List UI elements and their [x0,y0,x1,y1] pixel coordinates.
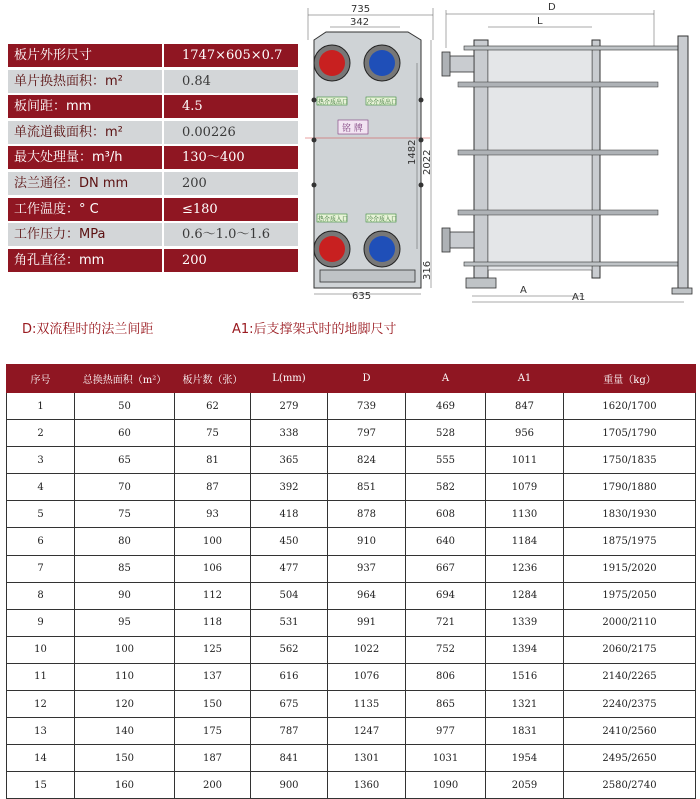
table-cell: 140 [75,718,175,745]
label-cold-in: 冷介质入口 [367,216,398,223]
table-cell: 13 [7,718,75,745]
dim-316: 316 [422,260,433,280]
table-cell: 50 [75,393,175,420]
table-cell: 120 [75,691,175,718]
side-dim-A1: A1 [572,292,586,303]
spec-row [8,95,298,118]
side-dim-L: L [537,16,543,27]
table-cell: 1750/1835 [564,447,696,474]
table-cell: 10 [7,636,75,663]
table-cell: 1875/1975 [564,528,696,555]
table-row [7,420,696,447]
table-cell: 2410/2560 [564,718,696,745]
table-cell: 1831 [486,718,564,745]
table-cell: 504 [251,582,328,609]
table-cell: 977 [406,718,486,745]
table-cell: 797 [328,420,406,447]
dim-2022: 2022 [422,149,433,175]
spec-row [8,172,298,195]
table-cell: 528 [406,420,486,447]
table-cell: 667 [406,555,486,582]
table-cell: 694 [406,582,486,609]
table-cell: 338 [251,420,328,447]
table-cell: 7 [7,555,75,582]
table-cell: 878 [328,501,406,528]
label-hot-in: 热介质入口 [318,216,349,223]
spec-row [8,44,298,67]
spec-label: 板片外形尺寸 [8,44,162,67]
table-cell: 721 [406,609,486,636]
dim-1482: 1482 [407,139,418,165]
spec-row [8,146,298,169]
table-row [7,663,696,690]
spec-row [8,249,298,272]
front-view-drawing [300,0,435,300]
table-cell: 65 [75,447,175,474]
spec-label: 单片换热面积：m² [8,70,162,93]
spec-row [8,198,298,221]
spec-value: 1747×605×0.7 [164,44,298,67]
table-cell: 95 [75,609,175,636]
table-cell: 640 [406,528,486,555]
table-cell: 100 [75,636,175,663]
table-cell: 1236 [486,555,564,582]
table-cell: 900 [251,772,328,799]
spec-row [8,223,298,246]
table-cell: 2580/2740 [564,772,696,799]
table-cell: 279 [251,393,328,420]
table-cell: 137 [175,663,251,690]
table-cell: 1284 [486,582,564,609]
table-cell: 160 [75,772,175,799]
table-cell: 11 [7,663,75,690]
table-cell: 1954 [486,745,564,772]
table-cell: 1076 [328,663,406,690]
table-cell: 418 [251,501,328,528]
table-cell: 2000/2110 [564,609,696,636]
table-cell: 70 [75,474,175,501]
table-cell: 3 [7,447,75,474]
table-row [7,718,696,745]
column-header: A1 [486,365,564,393]
side-dim-A: A [520,285,527,296]
table-cell: 5 [7,501,75,528]
table-cell: 847 [486,393,564,420]
table-cell: 2495/2650 [564,745,696,772]
column-header: 序号 [7,365,75,393]
table-cell: 110 [75,663,175,690]
table-cell: 100 [175,528,251,555]
label-hot-out: 热介质出口 [318,99,349,106]
table-row [7,555,696,582]
table-row [7,447,696,474]
table-row [7,609,696,636]
table-cell: 450 [251,528,328,555]
table-cell: 6 [7,528,75,555]
table-row [7,501,696,528]
dim-735: 735 [351,4,371,15]
table-cell: 125 [175,636,251,663]
table-cell: 1339 [486,609,564,636]
table-cell: 118 [175,609,251,636]
hot-port-bottom [319,236,345,262]
table-cell: 112 [175,582,251,609]
model-table [6,364,696,799]
table-cell: 90 [75,582,175,609]
table-cell: 787 [251,718,328,745]
column-header: D [328,365,406,393]
spec-value: 0.6～1.0～1.6 [164,223,298,246]
table-cell: 14 [7,745,75,772]
table-cell: 150 [175,691,251,718]
table-cell: 87 [175,474,251,501]
table-header-row [7,365,696,393]
table-cell: 851 [328,474,406,501]
table-row [7,528,696,555]
table-row [7,691,696,718]
table-cell: 1079 [486,474,564,501]
spec-value: 4.5 [164,95,298,118]
table-cell: 106 [175,555,251,582]
table-cell: 752 [406,636,486,663]
spec-row [8,121,298,144]
table-cell: 1031 [406,745,486,772]
table-cell: 1394 [486,636,564,663]
spec-value: 130～400 [164,146,298,169]
side-dim-D: D [548,2,556,13]
side-view-drawing [434,0,696,306]
spec-value: 0.00226 [164,121,298,144]
table-cell: 964 [328,582,406,609]
table-cell: 392 [251,474,328,501]
spec-value: 200 [164,172,298,195]
table-cell: 608 [406,501,486,528]
table-cell: 1516 [486,663,564,690]
table-cell: 1360 [328,772,406,799]
table-cell: 1620/1700 [564,393,696,420]
table-row [7,745,696,772]
table-cell: 910 [328,528,406,555]
table-cell: 1790/1880 [564,474,696,501]
table-cell: 531 [251,609,328,636]
table-cell: 12 [7,691,75,718]
table-cell: 2140/2265 [564,663,696,690]
table-row [7,474,696,501]
hot-port-top [319,50,345,76]
table-cell: 1247 [328,718,406,745]
table-cell: 187 [175,745,251,772]
cold-port-bottom [369,236,395,262]
spec-value: ≤180 [164,198,298,221]
spec-value: 0.84 [164,70,298,93]
table-row [7,636,696,663]
table-cell: 1 [7,393,75,420]
dim-342: 342 [350,17,370,28]
table-cell: 75 [75,501,175,528]
table-cell: 1975/2050 [564,582,696,609]
column-header: 总换热面积（m²） [75,365,175,393]
table-cell: 1184 [486,528,564,555]
spec-label: 工作温度：° C [8,198,162,221]
table-cell: 8 [7,582,75,609]
spec-label: 工作压力：MPa [8,223,162,246]
table-cell: 81 [175,447,251,474]
table-cell: 15 [7,772,75,799]
table-cell: 1321 [486,691,564,718]
column-header: 重量（kg） [564,365,696,393]
table-cell: 2240/2375 [564,691,696,718]
table-cell: 93 [175,501,251,528]
table-cell: 1022 [328,636,406,663]
table-cell: 469 [406,393,486,420]
table-cell: 477 [251,555,328,582]
table-cell: 582 [406,474,486,501]
label-cold-out: 冷介质出口 [367,99,398,106]
table-cell: 991 [328,609,406,636]
spec-label: 单流道截面积：m² [8,121,162,144]
table-cell: 85 [75,555,175,582]
table-cell: 365 [251,447,328,474]
spec-row [8,70,298,93]
table-cell: 675 [251,691,328,718]
spec-table [8,44,298,274]
table-cell: 865 [406,691,486,718]
table-cell: 1135 [328,691,406,718]
table-cell: 555 [406,447,486,474]
table-cell: 75 [175,420,251,447]
spec-value: 200 [164,249,298,272]
table-cell: 1130 [486,501,564,528]
column-header: L(mm) [251,365,328,393]
table-cell: 150 [75,745,175,772]
table-row [7,772,696,799]
table-cell: 2060/2175 [564,636,696,663]
table-cell: 2 [7,420,75,447]
table-cell: 824 [328,447,406,474]
table-cell: 1301 [328,745,406,772]
table-cell: 1830/1930 [564,501,696,528]
table-cell: 80 [75,528,175,555]
column-header: 板片数（张） [175,365,251,393]
table-cell: 200 [175,772,251,799]
nameplate-text: 铭 牌 [342,124,363,134]
table-cell: 1705/1790 [564,420,696,447]
table-cell: 1915/2020 [564,555,696,582]
spec-label: 角孔直径：mm [8,249,162,272]
table-cell: 937 [328,555,406,582]
table-cell: 806 [406,663,486,690]
table-cell: 2059 [486,772,564,799]
note-d: D:双流程时的法兰间距 [22,322,154,337]
table-cell: 739 [328,393,406,420]
table-cell: 841 [251,745,328,772]
note-a1: A1:后支撑架式时的地脚尺寸 [232,322,397,337]
spec-label: 最大处理量：m³/h [8,146,162,169]
table-cell: 60 [75,420,175,447]
table-cell: 9 [7,609,75,636]
column-header: A [406,365,486,393]
dim-635: 635 [352,291,372,300]
table-row [7,582,696,609]
table-cell: 1011 [486,447,564,474]
spec-label: 板间距：mm [8,95,162,118]
cold-port-top [369,50,395,76]
table-cell: 4 [7,474,75,501]
table-cell: 616 [251,663,328,690]
table-cell: 175 [175,718,251,745]
table-cell: 562 [251,636,328,663]
spec-label: 法兰通径：DN mm [8,172,162,195]
table-cell: 956 [486,420,564,447]
table-row [7,393,696,420]
table-cell: 1090 [406,772,486,799]
table-cell: 62 [175,393,251,420]
